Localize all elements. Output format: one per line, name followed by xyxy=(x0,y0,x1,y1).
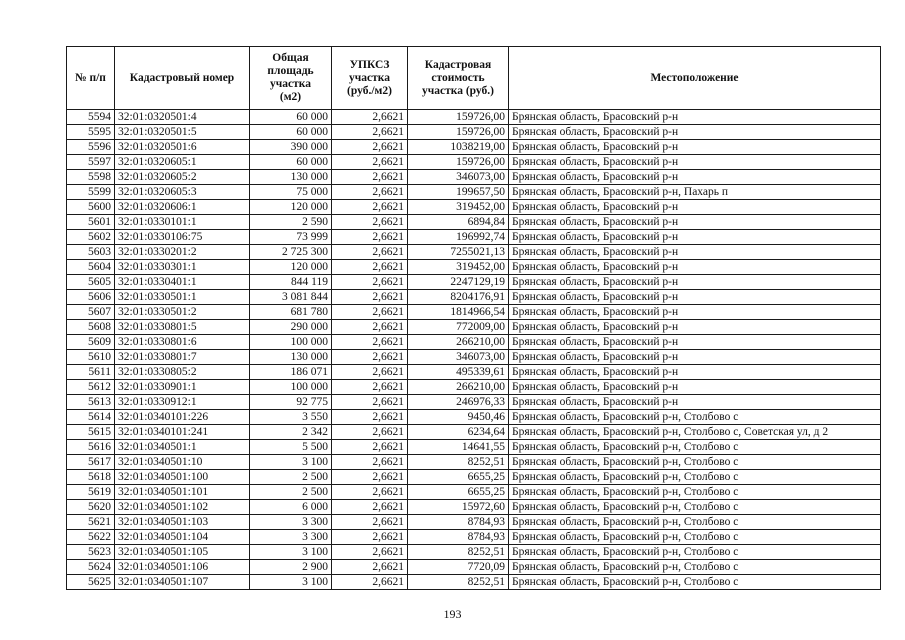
location-cell: Брянская область, Брасовский р-н xyxy=(509,320,881,335)
location-cell: Брянская область, Брасовский р-н xyxy=(509,230,881,245)
row-number-cell: 5621 xyxy=(67,515,115,530)
area-value-cell: 186 071 xyxy=(250,365,332,380)
location-cell: Брянская область, Брасовский р-н xyxy=(509,155,881,170)
table-row xyxy=(67,470,881,485)
area-value-cell: 390 000 xyxy=(250,140,332,155)
cadastral-cost-cell: 159726,00 xyxy=(408,155,509,170)
location-cell: Брянская область, Брасовский р-н xyxy=(509,215,881,230)
location-cell: Брянская область, Брасовский р-н xyxy=(509,260,881,275)
area-value-cell: 290 000 xyxy=(250,320,332,335)
cadastral-number-cell: 32:01:0330912:1 xyxy=(115,395,250,410)
cadastral-cost-cell: 6655,25 xyxy=(408,470,509,485)
table-row xyxy=(67,140,881,155)
area-value-cell: 130 000 xyxy=(250,350,332,365)
area-value-cell: 3 100 xyxy=(250,545,332,560)
location-cell: Брянская область, Брасовский р-н xyxy=(509,170,881,185)
location-cell: Брянская область, Брасовский р-н xyxy=(509,110,881,125)
cadastral-number-cell: 32:01:0340501:107 xyxy=(115,575,250,590)
table-row xyxy=(67,320,881,335)
cadastral-number-cell: 32:01:0320605:3 xyxy=(115,185,250,200)
cadastral-number-cell: 32:01:0320501:4 xyxy=(115,110,250,125)
cadastral-number-cell: 32:01:0340501:103 xyxy=(115,515,250,530)
row-number-cell: 5625 xyxy=(67,575,115,590)
location-cell: Брянская область, Брасовский р-н, Столбово с xyxy=(509,515,881,530)
upksz-value-cell: 2,6621 xyxy=(332,125,408,140)
table-row xyxy=(67,395,881,410)
cadastral-cost-cell: 1814966,54 xyxy=(408,305,509,320)
row-number-cell: 5599 xyxy=(67,185,115,200)
area-value-cell: 2 500 xyxy=(250,470,332,485)
upksz-value-cell: 2,6621 xyxy=(332,305,408,320)
area-value-cell: 100 000 xyxy=(250,380,332,395)
cadastral-cost-cell: 319452,00 xyxy=(408,200,509,215)
table-row xyxy=(67,260,881,275)
row-number-cell: 5612 xyxy=(67,380,115,395)
cadastral-cost-cell: 6894,84 xyxy=(408,215,509,230)
row-number-cell: 5618 xyxy=(67,470,115,485)
area-value-cell: 681 780 xyxy=(250,305,332,320)
upksz-value-cell: 2,6621 xyxy=(332,500,408,515)
area-value-cell: 5 500 xyxy=(250,440,332,455)
upksz-value-cell: 2,6621 xyxy=(332,575,408,590)
cadastral-cost-cell: 7255021,13 xyxy=(408,245,509,260)
cadastral-cost-cell: 319452,00 xyxy=(408,260,509,275)
cadastral-cost-cell: 159726,00 xyxy=(408,125,509,140)
upksz-value-cell: 2,6621 xyxy=(332,260,408,275)
table-row xyxy=(67,305,881,320)
header-num: № п/п xyxy=(67,47,115,110)
row-number-cell: 5606 xyxy=(67,290,115,305)
header-cadastral-number: Кадастровый номер xyxy=(115,47,250,110)
upksz-value-cell: 2,6621 xyxy=(332,320,408,335)
location-cell: Брянская область, Брасовский р-н xyxy=(509,140,881,155)
cadastral-number-cell: 32:01:0330501:2 xyxy=(115,305,250,320)
cadastral-number-cell: 32:01:0340501:10 xyxy=(115,455,250,470)
row-number-cell: 5608 xyxy=(67,320,115,335)
area-value-cell: 2 500 xyxy=(250,485,332,500)
upksz-value-cell: 2,6621 xyxy=(332,530,408,545)
cadastral-cost-cell: 14641,55 xyxy=(408,440,509,455)
row-number-cell: 5615 xyxy=(67,425,115,440)
area-value-cell: 6 000 xyxy=(250,500,332,515)
upksz-value-cell: 2,6621 xyxy=(332,275,408,290)
row-number-cell: 5605 xyxy=(67,275,115,290)
table-row xyxy=(67,440,881,455)
location-cell: Брянская область, Брасовский р-н xyxy=(509,275,881,290)
upksz-value-cell: 2,6621 xyxy=(332,455,408,470)
cadastral-cost-cell: 495339,61 xyxy=(408,365,509,380)
upksz-value-cell: 2,6621 xyxy=(332,470,408,485)
cadastral-number-cell: 32:01:0330101:1 xyxy=(115,215,250,230)
area-value-cell: 130 000 xyxy=(250,170,332,185)
cadastral-number-cell: 32:01:0330201:2 xyxy=(115,245,250,260)
upksz-value-cell: 2,6621 xyxy=(332,440,408,455)
location-cell: Брянская область, Брасовский р-н xyxy=(509,395,881,410)
table-row xyxy=(67,575,881,590)
location-cell: Брянская область, Брасовский р-н, Столбово с xyxy=(509,455,881,470)
table-row xyxy=(67,380,881,395)
row-number-cell: 5601 xyxy=(67,215,115,230)
location-cell: Брянская область, Брасовский р-н, Столбово с xyxy=(509,440,881,455)
cadastral-cost-cell: 8252,51 xyxy=(408,455,509,470)
cadastral-number-cell: 32:01:0330805:2 xyxy=(115,365,250,380)
table-row xyxy=(67,335,881,350)
cadastral-number-cell: 32:01:0320606:1 xyxy=(115,200,250,215)
upksz-value-cell: 2,6621 xyxy=(332,545,408,560)
area-value-cell: 844 119 xyxy=(250,275,332,290)
table-row xyxy=(67,515,881,530)
cadastral-cost-cell: 8204176,91 xyxy=(408,290,509,305)
row-number-cell: 5595 xyxy=(67,125,115,140)
location-cell: Брянская область, Брасовский р-н xyxy=(509,125,881,140)
row-number-cell: 5598 xyxy=(67,170,115,185)
row-number-cell: 5619 xyxy=(67,485,115,500)
header-upksz: УПКСЗ участка (руб./м2) xyxy=(332,47,408,110)
cadastral-number-cell: 32:01:0320501:5 xyxy=(115,125,250,140)
table-row xyxy=(67,110,881,125)
cadastral-cost-cell: 266210,00 xyxy=(408,335,509,350)
cadastral-number-cell: 32:01:0340501:102 xyxy=(115,500,250,515)
cadastral-number-cell: 32:01:0330301:1 xyxy=(115,260,250,275)
cadastral-cost-cell: 6655,25 xyxy=(408,485,509,500)
location-cell: Брянская область, Брасовский р-н xyxy=(509,305,881,320)
cadastral-number-cell: 32:01:0340501:101 xyxy=(115,485,250,500)
header-location: Местоположение xyxy=(509,47,881,110)
area-value-cell: 3 300 xyxy=(250,530,332,545)
location-cell: Брянская область, Брасовский р-н, Столбово с xyxy=(509,500,881,515)
table-row xyxy=(67,500,881,515)
cadastral-number-cell: 32:01:0330401:1 xyxy=(115,275,250,290)
cadastral-number-cell: 32:01:0340101:241 xyxy=(115,425,250,440)
row-number-cell: 5617 xyxy=(67,455,115,470)
table-row xyxy=(67,485,881,500)
upksz-value-cell: 2,6621 xyxy=(332,185,408,200)
area-value-cell: 3 100 xyxy=(250,455,332,470)
cadastral-number-cell: 32:01:0340501:1 xyxy=(115,440,250,455)
row-number-cell: 5622 xyxy=(67,530,115,545)
upksz-value-cell: 2,6621 xyxy=(332,290,408,305)
table-header-row xyxy=(67,47,881,110)
area-value-cell: 2 590 xyxy=(250,215,332,230)
row-number-cell: 5616 xyxy=(67,440,115,455)
cadastral-cost-cell: 246976,33 xyxy=(408,395,509,410)
area-value-cell: 60 000 xyxy=(250,110,332,125)
location-cell: Брянская область, Брасовский р-н, Столбово с xyxy=(509,410,881,425)
row-number-cell: 5596 xyxy=(67,140,115,155)
location-cell: Брянская область, Брасовский р-н, Столбово с xyxy=(509,560,881,575)
upksz-value-cell: 2,6621 xyxy=(332,155,408,170)
upksz-value-cell: 2,6621 xyxy=(332,485,408,500)
area-value-cell: 3 081 844 xyxy=(250,290,332,305)
table-row xyxy=(67,275,881,290)
table-row xyxy=(67,410,881,425)
cadastral-cost-cell: 8252,51 xyxy=(408,545,509,560)
cadastral-number-cell: 32:01:0320501:6 xyxy=(115,140,250,155)
area-value-cell: 60 000 xyxy=(250,155,332,170)
upksz-value-cell: 2,6621 xyxy=(332,245,408,260)
upksz-value-cell: 2,6621 xyxy=(332,200,408,215)
location-cell: Брянская область, Брасовский р-н xyxy=(509,290,881,305)
cadastral-cost-cell: 2247129,19 xyxy=(408,275,509,290)
row-number-cell: 5611 xyxy=(67,365,115,380)
cadastral-cost-cell: 8784,93 xyxy=(408,530,509,545)
upksz-value-cell: 2,6621 xyxy=(332,425,408,440)
area-value-cell: 3 300 xyxy=(250,515,332,530)
cadastral-cost-cell: 1038219,00 xyxy=(408,140,509,155)
upksz-value-cell: 2,6621 xyxy=(332,380,408,395)
upksz-value-cell: 2,6621 xyxy=(332,515,408,530)
table-row xyxy=(67,125,881,140)
cadastral-number-cell: 32:01:0330801:7 xyxy=(115,350,250,365)
cadastral-number-cell: 32:01:0340101:226 xyxy=(115,410,250,425)
row-number-cell: 5613 xyxy=(67,395,115,410)
row-number-cell: 5607 xyxy=(67,305,115,320)
table-row xyxy=(67,290,881,305)
cadastral-cost-cell: 346073,00 xyxy=(408,350,509,365)
cadastral-number-cell: 32:01:0340501:106 xyxy=(115,560,250,575)
cadastral-number-cell: 32:01:0330901:1 xyxy=(115,380,250,395)
table-body xyxy=(67,110,881,590)
location-cell: Брянская область, Брасовский р-н xyxy=(509,245,881,260)
row-number-cell: 5610 xyxy=(67,350,115,365)
location-cell: Брянская область, Брасовский р-н, Столбово с xyxy=(509,485,881,500)
area-value-cell: 3 550 xyxy=(250,410,332,425)
table-row xyxy=(67,350,881,365)
row-number-cell: 5614 xyxy=(67,410,115,425)
area-value-cell: 100 000 xyxy=(250,335,332,350)
row-number-cell: 5597 xyxy=(67,155,115,170)
cadastral-cost-cell: 9450,46 xyxy=(408,410,509,425)
upksz-value-cell: 2,6621 xyxy=(332,350,408,365)
row-number-cell: 5603 xyxy=(67,245,115,260)
cadastral-number-cell: 32:01:0330801:5 xyxy=(115,320,250,335)
location-cell: Брянская область, Брасовский р-н, Столбово с xyxy=(509,575,881,590)
location-cell: Брянская область, Брасовский р-н xyxy=(509,380,881,395)
location-cell: Брянская область, Брасовский р-н, Пахарь п xyxy=(509,185,881,200)
location-cell: Брянская область, Брасовский р-н xyxy=(509,335,881,350)
upksz-value-cell: 2,6621 xyxy=(332,110,408,125)
cadastral-cost-cell: 15972,60 xyxy=(408,500,509,515)
cadastral-cost-cell: 266210,00 xyxy=(408,380,509,395)
table-row xyxy=(67,245,881,260)
cadastral-cost-cell: 772009,00 xyxy=(408,320,509,335)
table-row xyxy=(67,425,881,440)
header-cadastral-cost: Кадастровая стоимость участка (руб.) xyxy=(408,47,509,110)
upksz-value-cell: 2,6621 xyxy=(332,410,408,425)
upksz-value-cell: 2,6621 xyxy=(332,365,408,380)
upksz-value-cell: 2,6621 xyxy=(332,140,408,155)
row-number-cell: 5594 xyxy=(67,110,115,125)
location-cell: Брянская область, Брасовский р-н, Столбово с xyxy=(509,545,881,560)
table-row xyxy=(67,215,881,230)
cadastral-number-cell: 32:01:0330106:75 xyxy=(115,230,250,245)
location-cell: Брянская область, Брасовский р-н xyxy=(509,365,881,380)
location-cell: Брянская область, Брасовский р-н xyxy=(509,350,881,365)
area-value-cell: 73 999 xyxy=(250,230,332,245)
area-value-cell: 2 342 xyxy=(250,425,332,440)
cadastral-cost-cell: 7720,09 xyxy=(408,560,509,575)
cadastral-cost-cell: 8784,93 xyxy=(408,515,509,530)
area-value-cell: 120 000 xyxy=(250,200,332,215)
upksz-value-cell: 2,6621 xyxy=(332,230,408,245)
row-number-cell: 5620 xyxy=(67,500,115,515)
row-number-cell: 5609 xyxy=(67,335,115,350)
table-row xyxy=(67,230,881,245)
cadastral-number-cell: 32:01:0320605:2 xyxy=(115,170,250,185)
upksz-value-cell: 2,6621 xyxy=(332,215,408,230)
cadastral-cost-cell: 159726,00 xyxy=(408,110,509,125)
area-value-cell: 92 775 xyxy=(250,395,332,410)
cadastral-number-cell: 32:01:0340501:104 xyxy=(115,530,250,545)
upksz-value-cell: 2,6621 xyxy=(332,335,408,350)
cadastral-number-cell: 32:01:0320605:1 xyxy=(115,155,250,170)
cadastral-number-cell: 32:01:0330501:1 xyxy=(115,290,250,305)
area-value-cell: 3 100 xyxy=(250,575,332,590)
table-row xyxy=(67,170,881,185)
cadastral-cost-cell: 346073,00 xyxy=(408,170,509,185)
cadastral-number-cell: 32:01:0340501:105 xyxy=(115,545,250,560)
table-row xyxy=(67,545,881,560)
cadastral-cost-cell: 6234,64 xyxy=(408,425,509,440)
cadastral-number-cell: 32:01:0330801:6 xyxy=(115,335,250,350)
cadastral-cost-cell: 8252,51 xyxy=(408,575,509,590)
area-value-cell: 2 900 xyxy=(250,560,332,575)
row-number-cell: 5602 xyxy=(67,230,115,245)
cadastral-cost-cell: 196992,74 xyxy=(408,230,509,245)
location-cell: Брянская область, Брасовский р-н xyxy=(509,200,881,215)
page-number: 193 xyxy=(443,607,462,621)
upksz-value-cell: 2,6621 xyxy=(332,395,408,410)
table-row xyxy=(67,455,881,470)
header-area: Общая площадь участка (м2) xyxy=(250,47,332,110)
row-number-cell: 5623 xyxy=(67,545,115,560)
table-row xyxy=(67,185,881,200)
cadastral-number-cell: 32:01:0340501:100 xyxy=(115,470,250,485)
location-cell: Брянская область, Брасовский р-н, Столбово с, Советская ул, д 2 xyxy=(509,425,881,440)
table-row xyxy=(67,155,881,170)
row-number-cell: 5624 xyxy=(67,560,115,575)
area-value-cell: 2 725 300 xyxy=(250,245,332,260)
location-cell: Брянская область, Брасовский р-н, Столбово с xyxy=(509,530,881,545)
row-number-cell: 5604 xyxy=(67,260,115,275)
cadastral-cost-cell: 199657,50 xyxy=(408,185,509,200)
area-value-cell: 75 000 xyxy=(250,185,332,200)
table-row xyxy=(67,560,881,575)
cadastral-value-table xyxy=(66,46,881,590)
location-cell: Брянская область, Брасовский р-н, Столбово с xyxy=(509,470,881,485)
table-row xyxy=(67,530,881,545)
table-row xyxy=(67,200,881,215)
upksz-value-cell: 2,6621 xyxy=(332,560,408,575)
area-value-cell: 120 000 xyxy=(250,260,332,275)
row-number-cell: 5600 xyxy=(67,200,115,215)
table-row xyxy=(67,365,881,380)
upksz-value-cell: 2,6621 xyxy=(332,170,408,185)
area-value-cell: 60 000 xyxy=(250,125,332,140)
